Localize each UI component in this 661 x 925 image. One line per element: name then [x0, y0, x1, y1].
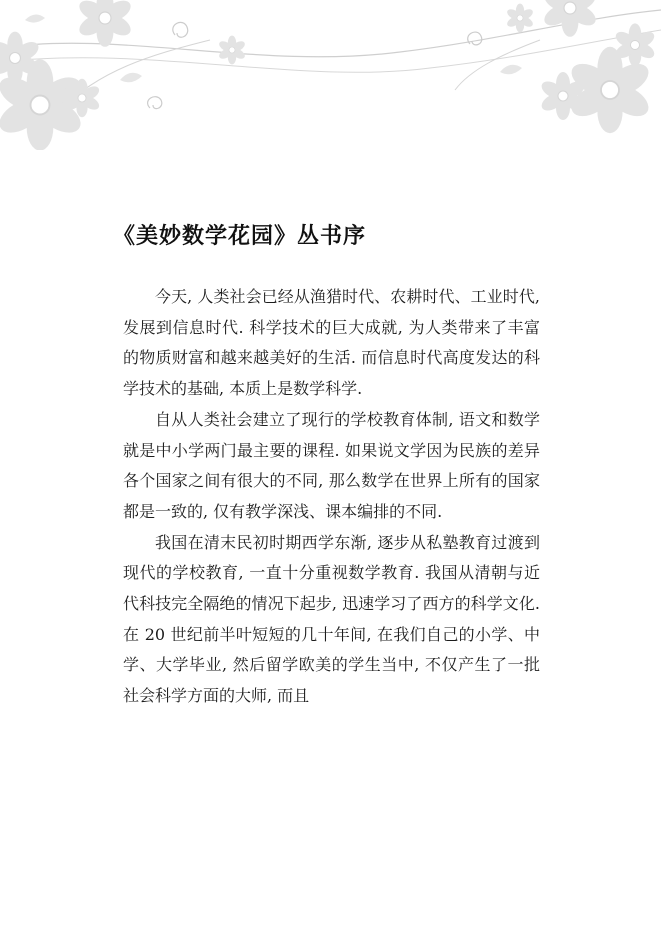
floral-header-decoration [0, 0, 661, 150]
preface-body [123, 282, 540, 712]
paragraph: 我国在清末民初时期西学东渐, 逐步从私塾教育过渡到现代的学校教育, 一直十分重视数学教育. 我国从清朝与近代科技完全隔绝的情况下起步, 迅速学习了西方的科学文化. 在 20 世纪前半叶短短的几十年间, 在我们自己的小学、中学、大学毕业, 然后留学欧美的学生当中, 不仅产生了一批社会科学方面的大师, 而且 [123, 532, 540, 706]
paragraph: 今天, 人类社会已经从渔猎时代、农耕时代、工业时代, 发展到信息时代. 科学技术的巨大成就, 为人类带来了丰富的物质财富和越来越美好的生活. 而信息时代高度发达的科学技术的基础, 本质上是数学科学. [123, 287, 540, 399]
page-title: 《美妙数学花园》丛书序 [113, 224, 367, 249]
paragraph: 自从人类社会建立了现行的学校教育体制, 语文和数学就是中小学两门最主要的课程. 如果说文学因为民族的差异各个国家之间有很大的不同, 那么数学在世界上所有的国家都是一致的, 仅有教学深浅、课本编排的不同. [123, 409, 540, 521]
